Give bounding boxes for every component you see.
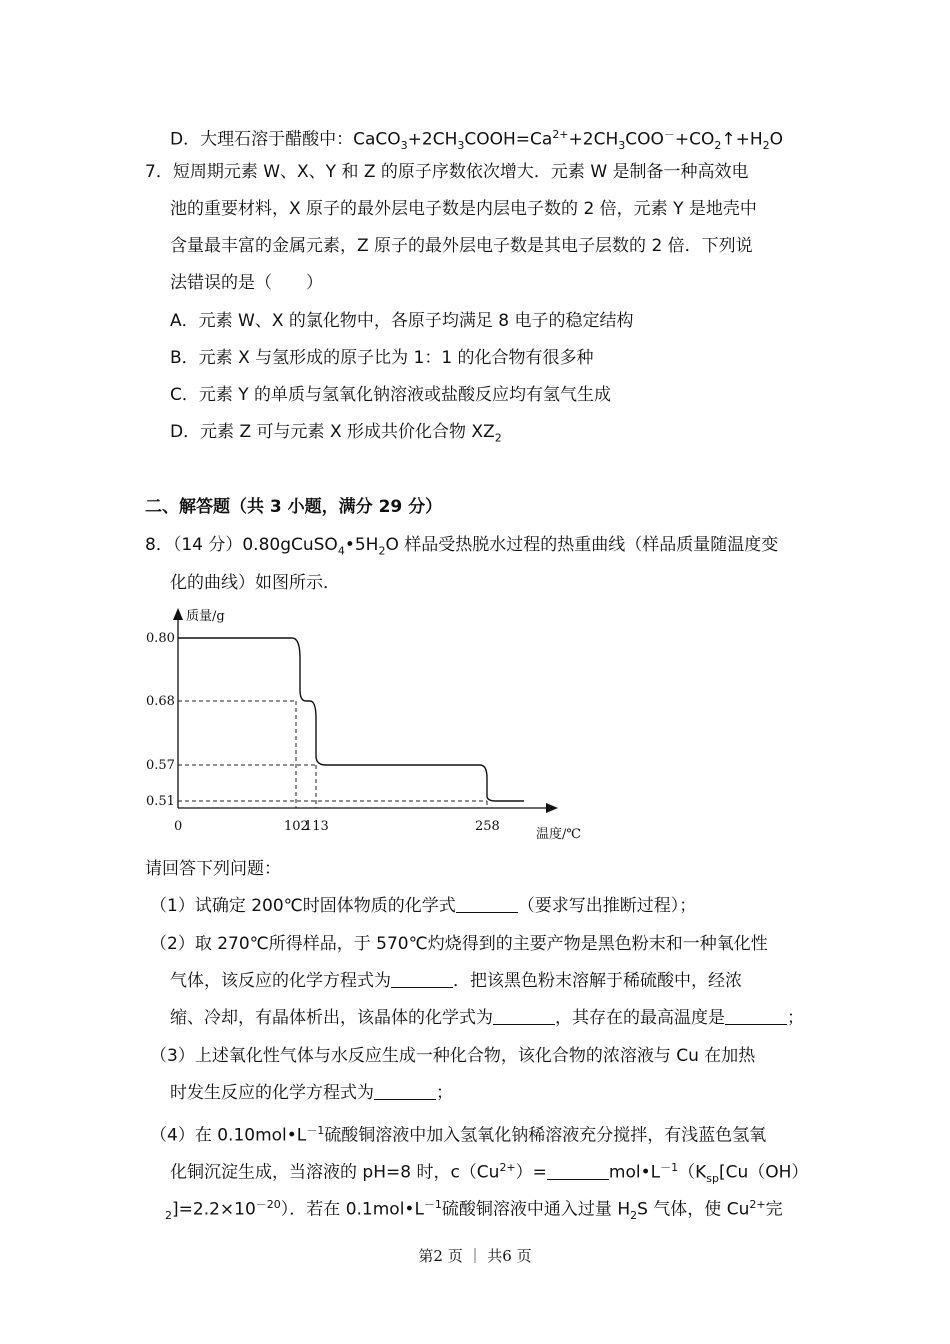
- x-axis-arrow: [546, 803, 558, 813]
- y-axis-arrow: [173, 608, 183, 620]
- answer-blank[interactable]: [493, 1008, 555, 1025]
- q8-prompt: 请回答下列问题：: [145, 859, 281, 879]
- answer-blank[interactable]: [374, 1083, 436, 1100]
- chart-axes: [173, 608, 558, 813]
- answer-blank[interactable]: [456, 896, 518, 913]
- q8-part2-line1: （2）取 270℃所得样品，于 570℃灼烧得到的主要产物是黑色粉末和一种氧化性: [150, 934, 768, 954]
- chart-curve: [178, 638, 524, 801]
- q7-stem-line2: 池的重要材料，X 原子的最外层电子数是内层电子数的 2 倍，元素 Y 是地壳中: [170, 199, 757, 219]
- q7-option-c: C．元素 Y 的单质与氢氧化钠溶液或盐酸反应均有氢气生成: [170, 385, 612, 405]
- x-tick-label: 102: [284, 819, 309, 834]
- q7-stem-line3: 含量最丰富的金属元素，Z 原子的最外层电子数是其电子层数的 2 倍．下列说: [170, 236, 753, 256]
- q8-part1: （1）试确定 200℃时固体物质的化学式 （要求写出推断过程）；: [150, 896, 697, 916]
- page-footer: 第2 页 ｜ 共6 页: [418, 1247, 532, 1265]
- origin-label: 0: [174, 819, 183, 834]
- q8-part2-line2: 气体，该反应的化学方程式为 ．把该黑色粉末溶解于稀硫酸中，经浓: [170, 971, 742, 991]
- tga-curve: [178, 638, 524, 801]
- q8-part3-line2: 时发生反应的化学方程式为 ；: [170, 1083, 453, 1103]
- q7-option-d: D．元素 Z 可与元素 X 形成共价化合物 $XZ_2$: [170, 422, 502, 445]
- y-tick-label: 0.57: [146, 758, 175, 773]
- q8-part4-line1: （4）在 $0.10mol•L^{-1}$硫酸铜溶液中加入氢氧化钠稀溶液充分搅拌，有浅蓝色氢氧: [150, 1124, 767, 1146]
- x-tick-label: 258: [475, 819, 500, 834]
- answer-blank[interactable]: [725, 1008, 787, 1025]
- q7-stem-line4: 法错误的是（ ）: [170, 273, 323, 293]
- y-tick-label: 0.80: [146, 631, 175, 646]
- y-axis-title: 质量/g: [186, 609, 225, 624]
- q8-part4-line3: $_2]=2.2\times 10^{-20}$）．若在 $0.1mol•L^{-1}$硫酸铜溶液中通入过量 $H_2S$ 气体，使 $Cu^{2+}$完: [165, 1198, 783, 1223]
- y-tick-label: 0.68: [146, 694, 175, 709]
- chart-guides: [178, 701, 487, 808]
- thermogravimetric-chart: [140, 598, 600, 843]
- q8-part2-line3: 缩、冷却，有晶体析出，该晶体的化学式为 ，其存在的最高温度是 ；: [170, 1008, 804, 1028]
- x-tick-label: 113: [304, 819, 329, 834]
- q7-option-b: B．元素 X 与氢形成的原子比为 1：1 的化合物有很多种: [170, 348, 594, 368]
- q7-stem-line1: 7．短周期元素 W、X、Y 和 Z 的原子序数依次增大．元素 W 是制备一种高效电: [145, 162, 749, 182]
- q8-part4-line2: 化铜沉淀生成，当溶液的 pH=8 时，$c(Cu^{2+})=$ $mol•L^{-1}(K_{sp}[Cu(OH)$: [170, 1161, 809, 1186]
- chart-labels: [146, 609, 581, 842]
- section-heading: 二、解答题（共 3 小题，满分 29 分）: [145, 497, 443, 517]
- answer-blank[interactable]: [547, 1163, 609, 1180]
- answer-blank[interactable]: [391, 971, 453, 988]
- q8-stem-line2: 化的曲线）如图所示．: [170, 573, 340, 593]
- q8-part3-line1: （3）上述氧化性气体与水反应生成一种化合物，该化合物的浓溶液与 Cu 在加热: [150, 1046, 756, 1066]
- y-tick-label: 0.51: [146, 794, 175, 809]
- q7-option-a: A．元素 W、X 的氯化物中，各原子均满足 8 电子的稳定结构: [170, 311, 634, 331]
- q8-stem-line1: 8．（14 分）$0.80gCuSO_4•5H_2O$ 样品受热脱水过程的热重曲线（样品质量随温度变: [145, 535, 779, 558]
- q6-option-d: D．大理石溶于醋酸中：$CaCO_3+2CH_3COOH=Ca^{2+}+2CH_3COO^-+CO_2↑+H_2O$: [170, 128, 784, 153]
- x-axis-title: 温度/℃: [536, 827, 581, 842]
